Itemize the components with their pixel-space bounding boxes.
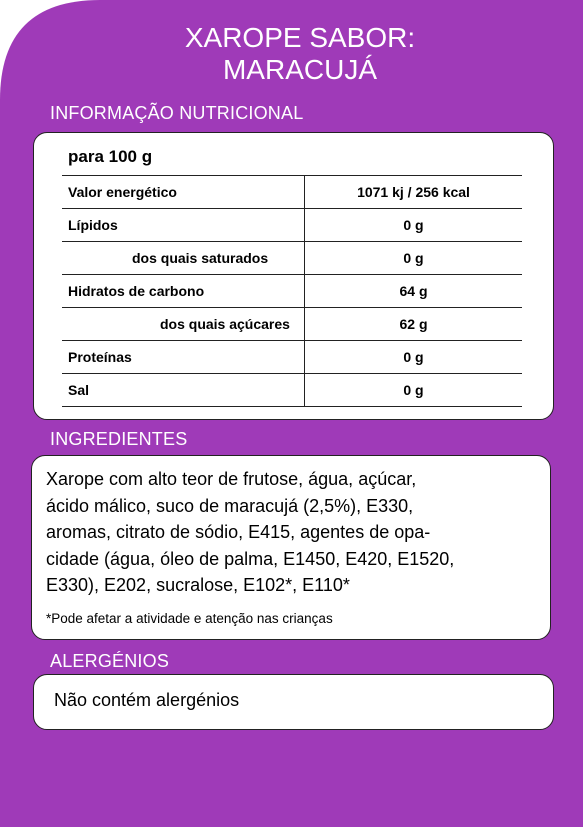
nutrient-value: 64 g: [305, 275, 523, 308]
nutrient-value: 62 g: [305, 308, 523, 341]
nutrition-table: [62, 175, 522, 407]
ingredients-section-label: INGREDIENTES: [50, 429, 188, 449]
ingredients-line: cidade (água, óleo de palma, E1450, E420, E1520,: [46, 548, 455, 569]
product-title: [60, 22, 540, 86]
table-row: [62, 176, 522, 209]
product-title-line2: MARACUJÁ: [222, 54, 377, 85]
product-title-line1: XAROPE SABOR:: [184, 22, 416, 53]
ingredients-box: [31, 455, 551, 640]
nutrient-label: dos quais açúcares: [62, 308, 305, 341]
ingredients-line: E330), E202, sucralose, E102*, E110*: [46, 575, 350, 595]
nutrition-basis: para 100 g: [68, 147, 153, 166]
nutrition-section-label: INFORMAÇÃO NUTRICIONAL: [50, 103, 304, 123]
nutrient-value: 0 g: [305, 242, 523, 275]
ingredients-line: Xarope com alto teor de frutose, água, açúcar,: [46, 469, 417, 489]
ingredients-note: *Pode afetar a atividade e atenção nas crianças: [46, 611, 333, 626]
table-row: [62, 275, 522, 308]
nutrient-label: Sal: [62, 374, 305, 407]
nutrient-value: 0 g: [305, 209, 523, 242]
allergens-box: [33, 674, 554, 730]
nutrient-value: 1071 kj / 256 kcal: [305, 176, 523, 209]
table-row: [62, 242, 522, 275]
nutrient-label: Proteínas: [62, 341, 305, 374]
nutrient-label: Valor energético: [62, 176, 305, 209]
nutrient-label: dos quais saturados: [62, 242, 305, 275]
ingredients-line: ácido málico, suco de maracujá (2,5%), E330,: [46, 495, 414, 516]
allergens-section-label: ALERGÉNIOS: [50, 651, 170, 671]
ingredients-text: [46, 466, 544, 599]
nutrient-label: Lípidos: [62, 209, 305, 242]
table-row: [62, 374, 522, 407]
table-row: [62, 209, 522, 242]
table-row: [62, 308, 522, 341]
allergens-text: Não contém alergénios: [54, 690, 240, 710]
nutrient-value: 0 g: [305, 341, 523, 374]
nutrition-box: [33, 132, 554, 420]
ingredients-line: aromas, citrato de sódio, E415, agentes de opa-: [46, 522, 431, 542]
table-row: [62, 341, 522, 374]
nutrient-value: 0 g: [305, 374, 523, 407]
nutrient-label: Hidratos de carbono: [62, 275, 305, 308]
